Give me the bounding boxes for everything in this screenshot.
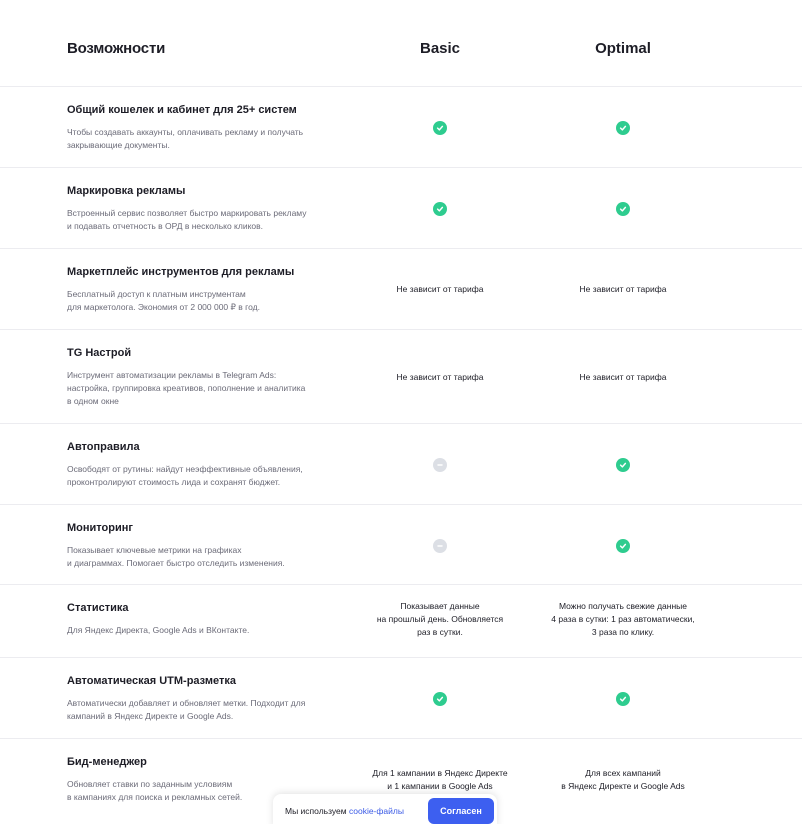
feature-info (67, 658, 357, 723)
feature-row (0, 86, 802, 167)
plan-basic-text-line: раз в сутки. (417, 627, 463, 637)
feature-description-line: Встроенный сервис позволяет быстро маркировать рекламу (67, 208, 307, 218)
plan-optimal-text-line: 3 раза по клику. (591, 627, 655, 637)
feature-title: Автоправила (67, 441, 140, 453)
plan-optimal-text-line: Для всех кампаний (585, 768, 661, 778)
feature-info (67, 87, 357, 152)
plan-optimal-text (551, 600, 694, 639)
plan-optimal-cell (533, 767, 713, 793)
feature-description-line: и подавать отчетность в ОРД в несколько кликов. (67, 221, 263, 231)
feature-description (67, 369, 357, 408)
plan-basic-cell (350, 458, 530, 472)
plan-basic-title: Basic (419, 40, 461, 57)
plans-header (0, 0, 802, 87)
plan-optimal-cell (533, 692, 713, 706)
plan-optimal-cell (533, 539, 713, 553)
feature-description-line: кампаний в Яндекс Директе и Google Ads. (67, 711, 234, 721)
feature-description (67, 126, 357, 152)
plan-optimal-text-line: Не зависит от тарифа (579, 284, 667, 294)
plan-optimal-cell (533, 600, 713, 639)
feature-info (67, 424, 357, 489)
feature-info (67, 585, 357, 637)
cookie-accept-button[interactable]: Согласен (428, 798, 494, 824)
feature-row (0, 504, 802, 584)
plan-basic-text-line: Не зависит от тарифа (396, 372, 484, 382)
feature-row (0, 584, 802, 657)
plan-basic-text-line: и 1 кампании в Google Ads (387, 781, 493, 791)
feature-description-line: Показывает ключевые метрики на графиках (67, 545, 242, 555)
cookie-message (285, 806, 404, 816)
feature-row (0, 167, 802, 248)
feature-info (67, 249, 357, 314)
feature-row (0, 423, 802, 504)
check-icon (433, 121, 447, 135)
plan-basic-cell (350, 692, 530, 706)
feature-description-line: Инструмент автоматизации рекламы в Telegram Ads: (67, 370, 277, 380)
check-icon (616, 121, 630, 135)
unavailable-icon (433, 458, 447, 472)
check-icon (616, 692, 630, 706)
feature-row (0, 657, 802, 738)
feature-description-line: закрывающие документы. (67, 140, 170, 150)
feature-title: Маркетплейс инструментов для рекламы (67, 266, 295, 278)
cookie-banner (273, 794, 497, 824)
plan-basic-text (397, 371, 484, 384)
plan-optimal-text-line: Можно получать свежие данные (558, 601, 687, 611)
plan-optimal-text-line: в Яндекс Директе и Google Ads (561, 781, 685, 791)
plan-basic-cell (350, 600, 530, 639)
feature-description-line: проконтролируют стоимость лида и сохранят бюджет. (67, 477, 281, 487)
feature-title: Мониторинг (67, 522, 133, 534)
feature-description-line: в кампаниях для поиска и рекламных сетей. (67, 792, 243, 802)
check-icon (433, 692, 447, 706)
feature-description-line: Автоматически добавляет и обновляет метки. Подходит для (67, 698, 306, 708)
feature-description-line: в одном окне (67, 396, 119, 406)
feature-description (67, 207, 357, 233)
cookie-policy-link[interactable]: cookie-файлы (348, 806, 404, 816)
plan-optimal-cell (533, 458, 713, 472)
feature-title: TG Настрой (67, 347, 132, 359)
feature-description (67, 624, 357, 637)
feature-description-line: Чтобы создавать аккаунты, оплачивать рекламу и получать (67, 127, 304, 137)
feature-title: Общий кошелек и кабинет для 25+ систем (67, 104, 297, 116)
plan-optimal-text (561, 767, 685, 793)
unavailable-icon (433, 539, 447, 553)
feature-info (67, 168, 357, 233)
plan-basic-cell (350, 539, 530, 553)
plan-basic-text-line: на прошлый день. Обновляется (376, 614, 504, 624)
plan-optimal-text-line: 4 раза в сутки: 1 раз автоматически, (551, 614, 695, 624)
plan-basic-cell (350, 371, 530, 384)
plan-basic-text-line: Не зависит от тарифа (396, 284, 484, 294)
features-table (0, 86, 802, 819)
plan-basic-text (377, 600, 503, 639)
feature-description-line: Бесплатный доступ к платным инструментам (67, 289, 246, 299)
plan-basic-cell (350, 121, 530, 135)
feature-title: Бид-менеджер (67, 756, 147, 768)
feature-row (0, 248, 802, 329)
feature-description-line: настройка, группировка креативов, пополнение и аналитика (67, 383, 306, 393)
check-icon (616, 458, 630, 472)
plan-optimal-text (580, 283, 667, 296)
feature-description (67, 544, 357, 570)
plan-optimal-title: Optimal (595, 40, 651, 57)
plan-basic-text-line: Показывает данные (400, 601, 480, 611)
feature-description (67, 463, 357, 489)
feature-info (67, 330, 357, 408)
feature-description-line: для маркетолога. Экономия от 2 000 000 ₽ в год. (67, 302, 260, 312)
plan-optimal-cell (533, 121, 713, 135)
plan-optimal-cell (533, 283, 713, 296)
feature-description (67, 697, 357, 723)
plan-basic-text (372, 767, 507, 793)
feature-info (67, 505, 357, 570)
features-column-title: Возможности (67, 40, 166, 57)
check-icon (616, 539, 630, 553)
check-icon (433, 202, 447, 216)
feature-title: Автоматическая UTM-разметка (67, 675, 236, 687)
plan-optimal-cell (533, 202, 713, 216)
plan-basic-cell (350, 767, 530, 793)
check-icon (616, 202, 630, 216)
plan-basic-cell (350, 202, 530, 216)
feature-row (0, 329, 802, 423)
feature-description-line: Освободят от рутины: найдут неэффективные объявления, (67, 464, 303, 474)
plan-optimal-text-line: Не зависит от тарифа (579, 372, 667, 382)
feature-description-line: и диаграммах. Помогает быстро отследить изменения. (67, 558, 285, 568)
cookie-text: Мы используем (285, 806, 349, 816)
plan-basic-text-line: Для 1 кампании в Яндекс Директе (372, 768, 508, 778)
feature-description (67, 288, 357, 314)
plan-basic-text (397, 283, 484, 296)
feature-title: Статистика (67, 602, 129, 614)
plan-optimal-text (580, 371, 667, 384)
feature-description-line: Для Яндекс Директа, Google Ads и ВКонтакте. (67, 625, 250, 635)
plan-basic-cell (350, 283, 530, 296)
plan-optimal-cell (533, 371, 713, 384)
feature-description-line: Обновляет ставки по заданным условиям (67, 779, 233, 789)
feature-title: Маркировка рекламы (67, 185, 186, 197)
